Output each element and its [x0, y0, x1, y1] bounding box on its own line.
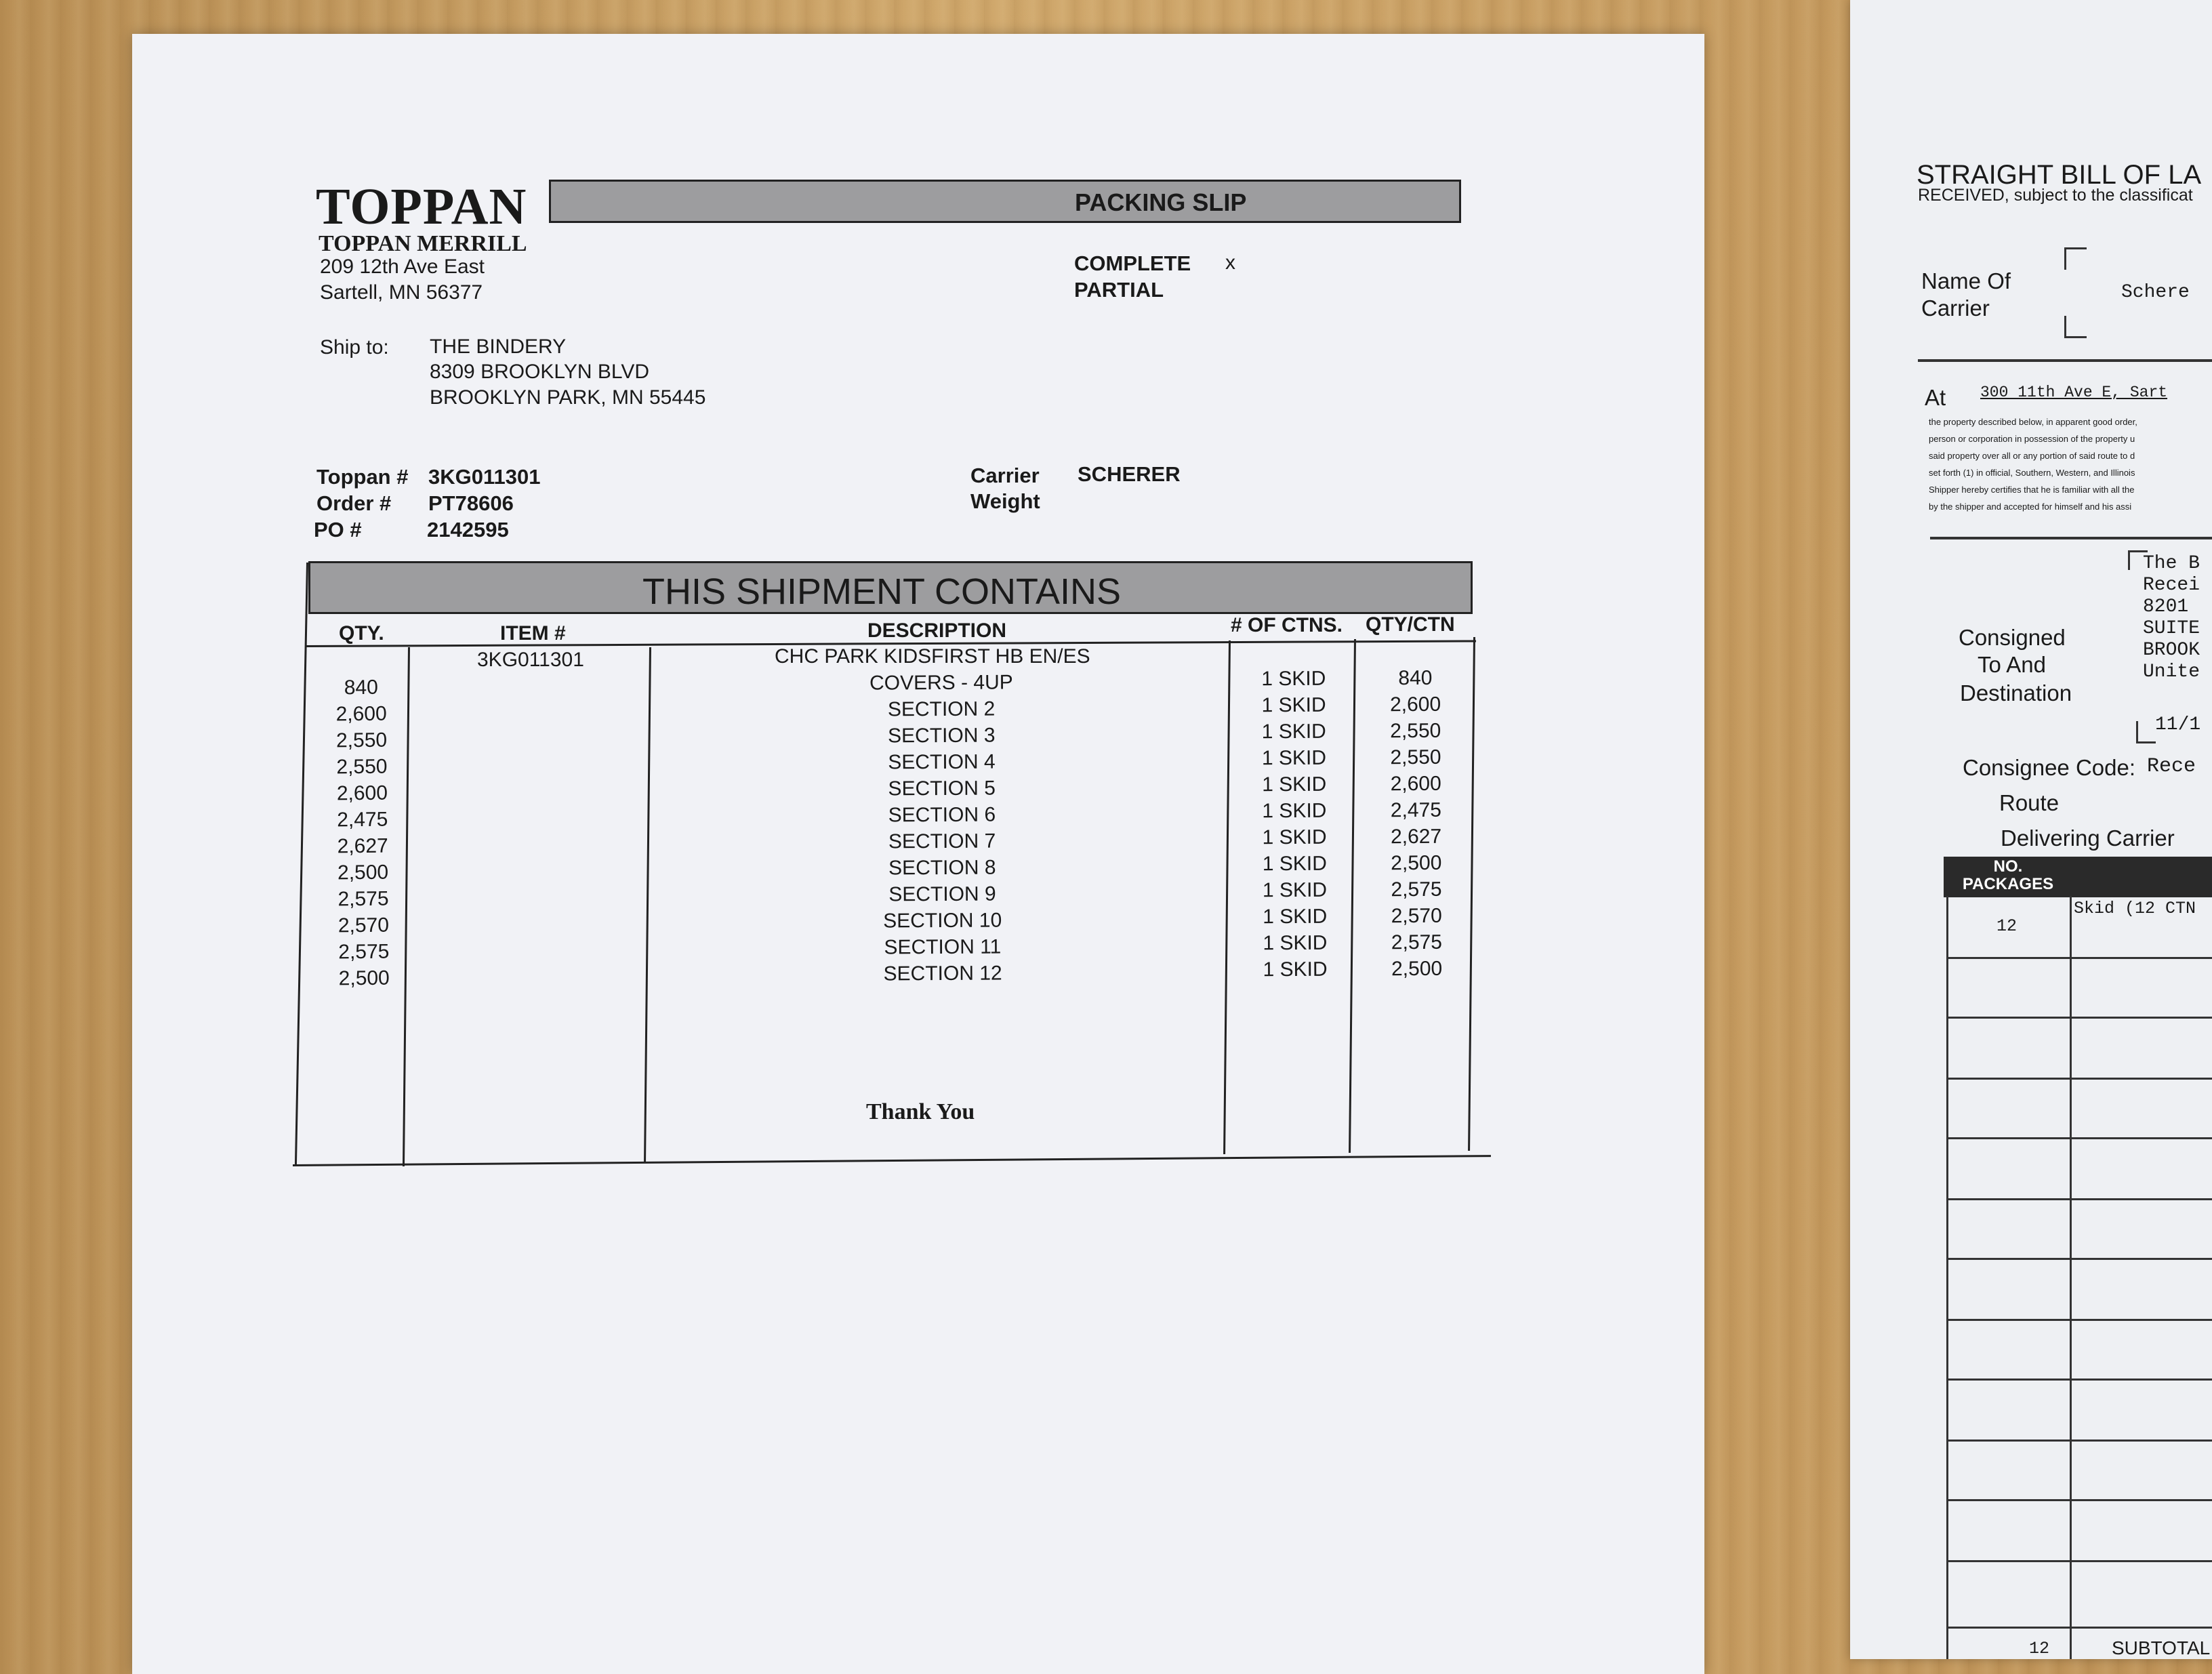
consignee-address [2143, 553, 2200, 683]
table-row: COVERS - 4UP [869, 671, 1013, 695]
table-row: 1 SKID [1261, 720, 1326, 743]
header-item: ITEM # [500, 622, 566, 645]
table-row: 2,627 [1390, 825, 1442, 849]
carrier-value: SCHERER [1078, 462, 1181, 486]
consigned-label-3: Destination [1960, 680, 2072, 706]
at-label: At [1925, 385, 1946, 410]
carrier-value-bol: Schere [2121, 282, 2190, 303]
table-row: 1 SKID [1262, 773, 1327, 796]
toppan-number: 3KG011301 [428, 465, 541, 489]
terms-line: set forth (1) in official, Southern, Western, and Illinois [1929, 468, 2135, 478]
packages-label: PACKAGES [1962, 875, 2054, 893]
ship-to-line3: BROOKLYN PARK, MN 55445 [430, 386, 706, 409]
table-row: 1 SKID [1261, 667, 1326, 691]
bol-title: STRAIGHT BILL OF LA [1917, 160, 2202, 190]
grid-row-line [1946, 957, 2212, 959]
cartons-column [1233, 666, 1356, 983]
toppan-number-label: Toppan # [316, 465, 409, 489]
table-row: 2,600 [335, 702, 387, 726]
grid-row-line [1946, 1078, 2212, 1080]
grid-row-line [1946, 1627, 2212, 1629]
table-row: 2,575 [338, 940, 390, 964]
grid-row-line [1946, 1017, 2212, 1019]
ship-to-label: Ship to: [320, 336, 389, 359]
terms-line: the property described below, in apparent good order, [1929, 417, 2137, 427]
grid-row-line [1946, 1258, 2212, 1260]
bol-divider-2 [1930, 537, 2212, 539]
grid-row-line [1946, 1198, 2212, 1200]
weight-label: Weight [970, 489, 1040, 513]
grid-row-line [1946, 1137, 2212, 1139]
order-number: PT78606 [428, 491, 514, 515]
consignee-code-value: Rece [2147, 755, 2196, 778]
header-qty-ctn: QTY/CTN [1366, 613, 1455, 636]
table-row: SECTION 12 [883, 962, 1002, 985]
table-row: 840 [344, 676, 378, 699]
table-row: 1 SKID [1263, 958, 1328, 981]
terms-line: Shipper hereby certifies that he is familiar with all the [1929, 485, 2135, 495]
table-row: 2,575 [337, 887, 389, 911]
grid-divider [2070, 896, 2072, 1659]
description-title: CHC PARK KIDSFIRST HB EN/ES [775, 645, 1090, 668]
carrier-bracket-top [2064, 247, 2087, 270]
consignee-code-label: Consignee Code: [1963, 755, 2136, 780]
table-row: 840 [1398, 666, 1433, 690]
terms-line: said property over all or any portion of said route to d [1929, 451, 2135, 461]
description-column [806, 669, 1078, 987]
table-row: SECTION 6 [888, 803, 996, 827]
table-row: 2,500 [1391, 957, 1443, 981]
table-row: 2,570 [1391, 904, 1442, 928]
table-row: 1 SKID [1263, 905, 1328, 928]
table-row: 2,500 [1391, 851, 1442, 875]
carrier-label: Carrier [970, 464, 1040, 487]
bol-subtitle: RECEIVED, subject to the classificat [1918, 186, 2193, 205]
consignee-line: Unite [2143, 661, 2200, 682]
consignee-line: Recei [2143, 575, 2200, 596]
grid-row-line [1946, 1499, 2212, 1501]
table-row: SECTION 4 [888, 750, 996, 774]
table-row: SECTION 5 [888, 777, 996, 800]
bol-divider-1 [1918, 359, 2212, 362]
table-row: 1 SKID [1262, 852, 1327, 876]
table-row: 2,500 [337, 861, 389, 884]
order-number-label: Order # [316, 491, 392, 515]
table-row: SECTION 3 [888, 724, 996, 748]
at-value: 300 11th Ave E, Sart [1980, 384, 2168, 401]
grid-row-line [1946, 1379, 2212, 1381]
subtotal-label: SUBTOTAL [2112, 1637, 2211, 1658]
header-qty: QTY. [339, 622, 384, 645]
table-row: SECTION 2 [887, 697, 996, 721]
table-row: 2,575 [1391, 878, 1442, 901]
date-bracket [2136, 721, 2156, 743]
header-description: DESCRIPTION [867, 619, 1007, 642]
table-row: 1 SKID [1262, 799, 1327, 823]
table-row: 2,570 [337, 914, 390, 937]
consignee-line: BROOK [2143, 640, 2200, 661]
table-row: 2,550 [335, 729, 388, 752]
table-row: 1 SKID [1263, 931, 1328, 955]
bol-terms [1929, 413, 2137, 515]
partial-label: PARTIAL [1074, 278, 1164, 302]
table-row: 2,600 [1390, 772, 1441, 796]
table-row: SECTION 11 [884, 935, 1002, 959]
thank-you-note: Thank You [866, 1099, 975, 1124]
company-address-line1: 209 12th Ave East [320, 256, 485, 278]
description-header [2072, 857, 2212, 897]
table-row: 2,575 [1391, 931, 1443, 954]
table-row: 1 SKID [1261, 746, 1327, 770]
table-row: 2,600 [1389, 693, 1441, 716]
terms-line: person or corporation in possession of the property u [1929, 434, 2135, 444]
table-row: SECTION 7 [888, 830, 996, 853]
grid-left-border [1946, 896, 1948, 1659]
name-of-label: Name Of [1921, 268, 2011, 293]
carrier-bracket-bottom [2064, 316, 2087, 338]
terms-line: by the shipper and accepted for himself and his assi [1929, 502, 2132, 512]
packages-desc: Skid (12 CTN [2074, 899, 2196, 918]
ship-to-line2: 8309 BROOKLYN BLVD [430, 361, 650, 383]
complete-mark: x [1225, 251, 1235, 274]
table-row: 2,475 [337, 808, 388, 832]
packages-qty: 12 [1996, 916, 2018, 936]
table-row: 2,475 [1390, 798, 1442, 822]
po-number-label: PO # [314, 518, 362, 542]
po-number: 2142595 [427, 518, 509, 542]
grid-row-line [1946, 1560, 2212, 1562]
table-row: 1 SKID [1261, 693, 1326, 717]
complete-label: COMPLETE [1074, 251, 1191, 275]
table-row: 2,500 [338, 966, 390, 990]
grid-row-line [1946, 1440, 2212, 1442]
consigned-label-1: Consigned [1959, 625, 2066, 650]
qty-column [310, 674, 415, 992]
carrier-label-bol: Carrier [1921, 295, 1990, 321]
table-row: SECTION 10 [883, 909, 1002, 933]
delivering-carrier-label: Delivering Carrier [2001, 825, 2175, 851]
table-row: 2,550 [336, 755, 388, 779]
table-row: 2,550 [1390, 719, 1441, 743]
consignee-line: 8201 [2143, 596, 2189, 617]
table-row: 2,550 [1390, 746, 1441, 769]
table-row: 1 SKID [1262, 825, 1327, 849]
subtotal-qty: 12 [2029, 1639, 2050, 1658]
qty-per-carton-column [1356, 665, 1476, 983]
consignee-line: SUITE [2143, 618, 2200, 639]
toppan-logo: TOPPAN [316, 178, 527, 235]
shipment-contains-title: THIS SHIPMENT CONTAINS [642, 571, 1122, 612]
date-partial: 11/1 [2155, 714, 2201, 735]
header-ctns: # OF CTNS. [1231, 614, 1343, 636]
company-address-line2: Sartell, MN 56377 [320, 281, 483, 304]
packing-slip-title: PACKING SLIP [1075, 188, 1247, 216]
table-row: SECTION 8 [888, 856, 996, 880]
table-row: 2,600 [336, 781, 388, 805]
grid-row-line [1946, 1319, 2212, 1321]
table-row: 2,627 [337, 834, 388, 858]
consignee-line: The B [2143, 553, 2200, 574]
item-number: 3KG011301 [477, 649, 584, 671]
no-packages-header [1944, 857, 2072, 897]
ship-to-line1: THE BINDERY [430, 335, 567, 358]
company-name: TOPPAN MERRILL [319, 231, 527, 256]
table-row: SECTION 9 [888, 882, 996, 906]
consigned-label-2: To And [1978, 652, 2046, 677]
route-label: Route [1999, 790, 2060, 815]
no-label: NO. [1993, 857, 2023, 876]
table-row: 1 SKID [1262, 878, 1328, 902]
title-bar [549, 180, 1461, 223]
